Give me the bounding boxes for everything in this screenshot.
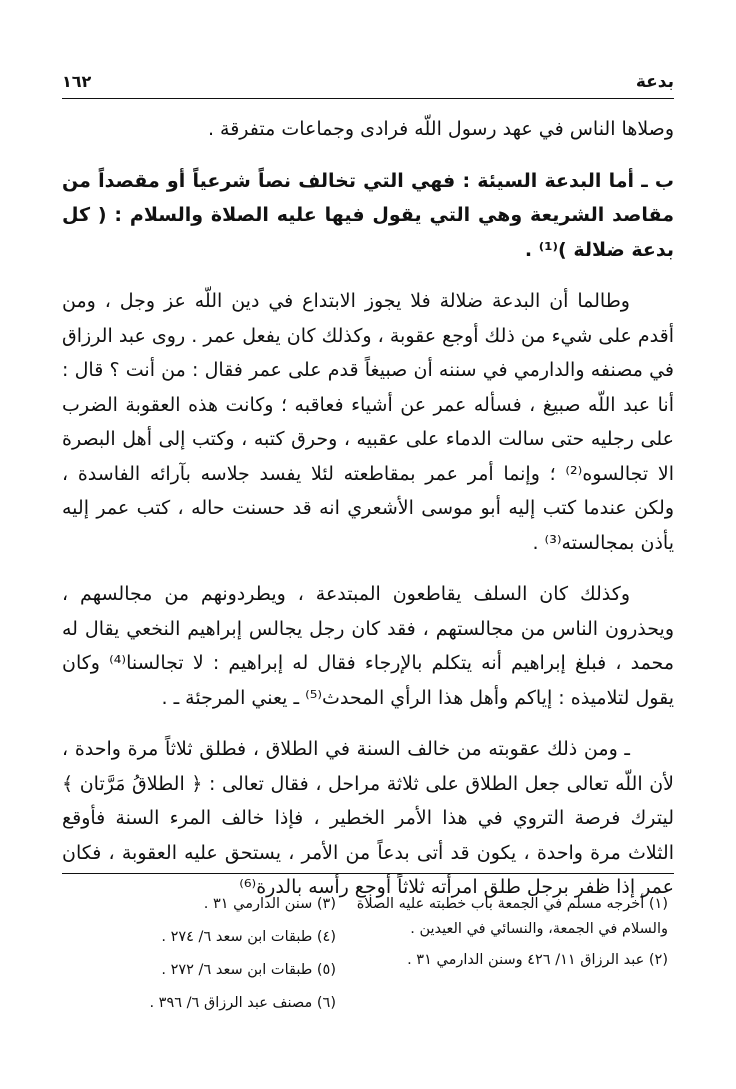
footnote-4: (٤) طبقات ابن سعد ٦/ ٢٧٤ . xyxy=(161,929,336,945)
paragraph-3: وطالما أن البدعة ضلالة فلا يجوز الابتداع في دين اللّه عز وجل ، ومن أقدم على شيء من ذلك أوجع عقوبة ، وكذلك كان يفعل عمر . روى عبد الرزاق في مصنفه والدارمي في سننه أن صبيغاً قدم على عمر فقال : من أنت ؟ قال : أنا عبد اللّه صبيغ ، فسأله عمر عن أشياء فعاقبه ؛ وكانت هذه العقوبة الضرب على رجليه حتى سالت الدماء على عقبيه ، وحرق كتبه ، وكتب إلى أهل البصرة الا تجالسوه⁽²⁾ ؛ وإنما أمر عمر بمقاطعته لئلا يفسد جلاسه بآرائه الفاسدة ، ولكن عندما كتب إليه أبو موسى الأشعري انه قد حسنت حاله ، كتب عمر إليه يأذن بمجالسته⁽³⁾ . xyxy=(62,290,675,554)
page-number: ١٦٢ xyxy=(62,72,92,91)
paragraph-4: وكذلك كان السلف يقاطعون المبتدعة ، ويطردونهم من مجالسهم ، ويحذرون الناس من مجالستهم ، فقد كان رجل يجالس إبراهيم النخعي يقال له محمد ، فبلغ إبراهيم أنه يتكلم بالإرجاء فقال له إبراهيم : لا تجالسنا⁽⁴⁾ وكان يقول لتلاميذه : إياكم وأهل هذا الرأي المحدث⁽⁵⁾ ـ يعني المرجئة ـ . xyxy=(62,583,675,709)
footnotes-right-column xyxy=(348,892,668,979)
footnote-1: (١) أخرجه مسلم في الجمعة باب خطبته عليه الصلاة والسلام في الجمعة، والنسائي في العيدين . xyxy=(356,896,668,937)
footnote-2: (٢) عبد الرزاق ١١/ ٤٢٦ وسنن الدارمي ٣١ . xyxy=(407,952,668,968)
paragraph-2-text: : فهي التي تخالف نصاً شرعياً أو مقصداً من مقاصد الشريعة وهي التي يقول فيها عليه الصلاة والسلام : ( كل بدعة ضلالة )⁽¹⁾ . xyxy=(62,169,674,261)
footnote-divider xyxy=(62,873,674,874)
paragraph-1: وصلاها الناس في عهد رسول اللّه فرادى وجماعات متفرقة . xyxy=(207,118,674,140)
running-header xyxy=(62,68,674,99)
footnote-6: (٦) مصنف عبد الرزاق ٦/ ٣٩٦ . xyxy=(149,995,336,1011)
footnote-5: (٥) طبقات ابن سعد ٦/ ٢٧٢ . xyxy=(161,962,336,978)
footnotes-left-column xyxy=(66,892,336,1024)
footnote-3: (٣) سنن الدارمي ٣١ . xyxy=(203,896,336,912)
paragraph-5: ـ ومن ذلك عقوبته من خالف السنة في الطلاق ، فطلق ثلاثاً مرة واحدة ، لأن اللّه تعالى جعل الطلاق على ثلاثة مراحل ، فقال تعالى : ﴿ الطلاقُ مَرَّتان ﴾ ليترك فرصة التروي في هذا الأمر الخطير ، فإذا خالف المرء السنة فأوقع الثلاث مرة واحدة ، يكون قد أتى بدعاً من الأمر ، يستحق عليه العقوبة ، فكان عمر إذا ظفر برجل طلق امرأته ثلاثاً أوجع رأسه بالدرة⁽⁶⁾ xyxy=(62,738,674,898)
main-text xyxy=(62,112,674,922)
section-heading: ب ـ أما البدعة السيئة xyxy=(477,169,674,192)
paragraph-2 xyxy=(62,164,674,268)
running-title: بدعة xyxy=(635,72,674,92)
